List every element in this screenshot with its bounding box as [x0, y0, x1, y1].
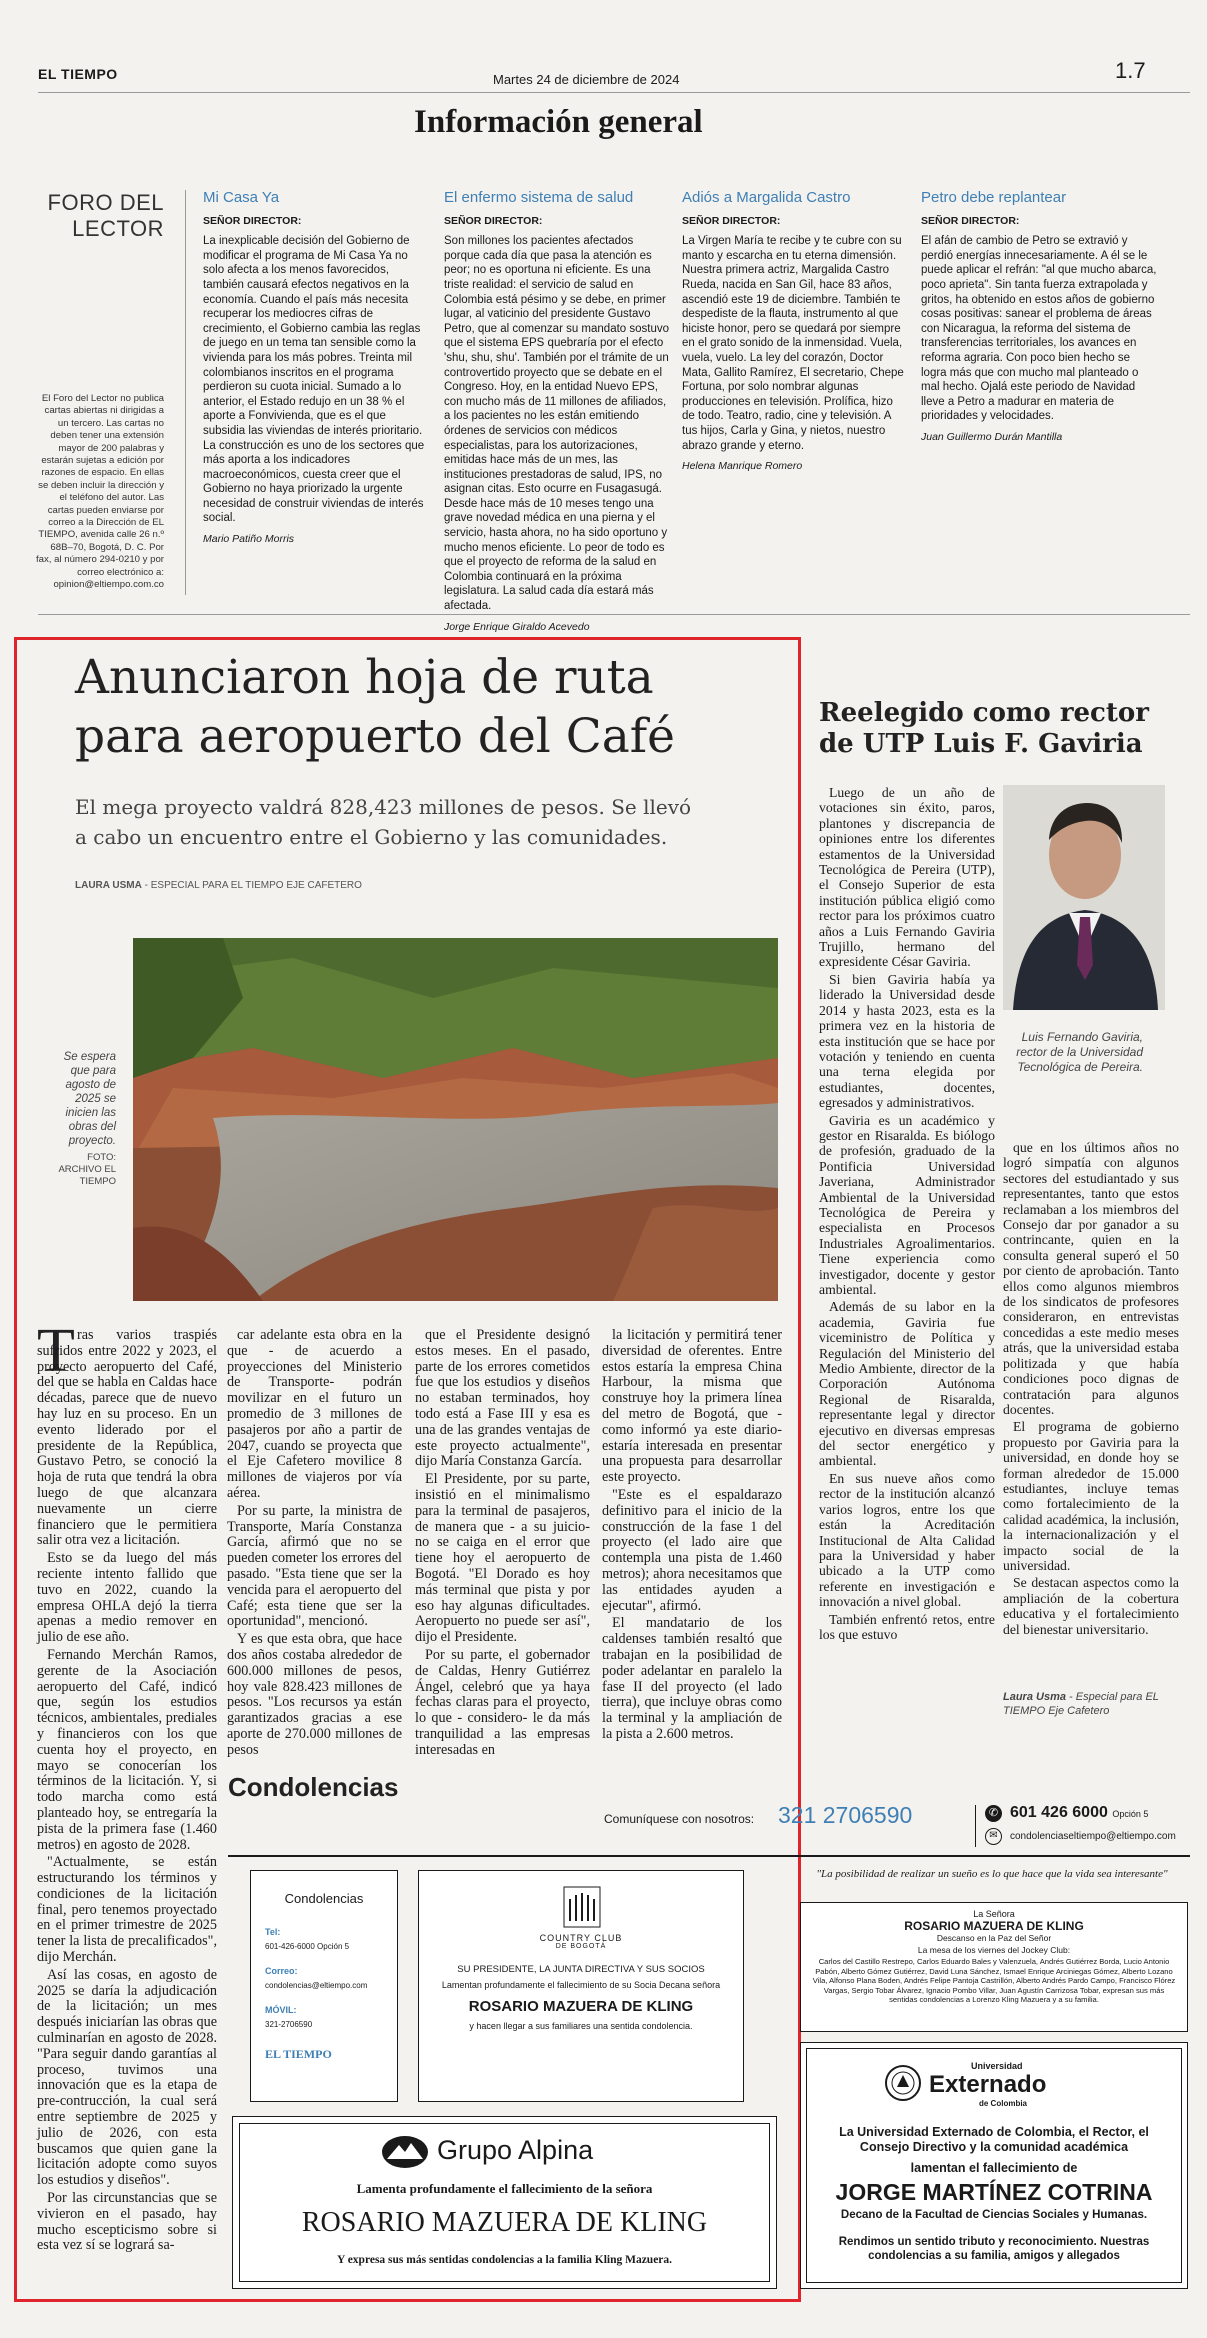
page-number: 1.7: [1115, 58, 1146, 83]
condolencias-card: [250, 1870, 398, 2102]
phone-icon: ✆: [985, 1805, 1002, 1822]
letter-petro: [921, 191, 1157, 453]
alpina-logo-icon: [381, 2135, 429, 2169]
country-logo-line2: DE BOGOTÁ: [555, 1943, 607, 1950]
jockey-quote: "La posibilidad de realizar un sueño es lo que hace que la vida sea interesante": [816, 1868, 1168, 1880]
contact-phone-big: 321 2706590: [778, 1802, 913, 1828]
section-divider: [38, 614, 1190, 615]
paragraph: car adelante esta obra en la que - de acuerdo a proyecciones del Ministerio de Transporte- podrán movilizar en el futuro un promedio de 3 millones de pasajeros por año a partir de 2047, cuando se proyecta que el Eje Cafetero movilice 8 millones de viajeros por vía aérea.: [227, 1327, 402, 1501]
foro-note: El Foro del Lector no publica cartas abiertas ni dirigidas a un tercero. Las cartas no deben tener una extensión mayor de 200 palabras y estarán sujetas a edición por razones de espacio. En ellas se deben incluir la dirección y el teléfono del autor. Las cartas pueden enviarse por correo a la Dirección de EL TIEMPO, avenida calle 26 n.º 68B–70, Bogotá, D. C. Por fax, al número 294-0210 y por correo electrónico a: opinion@eltiempo.com.co: [36, 393, 164, 591]
phone-2-number: 601 426 6000: [1010, 1804, 1108, 1821]
externado-logo-big: Externado: [929, 2071, 1047, 2098]
letter-signature: Juan Guillermo Durán Mantilla: [921, 430, 1063, 443]
portrait-image: [1003, 785, 1165, 1010]
letter-signature: Mario Patiño Morris: [203, 533, 295, 546]
externado-line2: lamentan el fallecimiento de: [910, 2161, 1078, 2175]
paragraph: Además de su labor en la academia, Gaviria fue viceministro de Política y Regulación del Ministerio del Medio Ambiente, director de la Corporación Autónoma Regional de Risaralda, representante legal y director ejecutivo en diversas empresas del sector energético y ambiental.: [819, 1299, 995, 1469]
foro-divider: [185, 190, 186, 595]
paragraph: En sus nueve años como rector de la institución alcanzó varios logros, entre los que están la Acreditación Institucional de Alta Calidad para la Universidad y haber ubicado a la UTP como referente en investigación e innovación a nivel global.: [819, 1470, 995, 1610]
letter-title: Petro debe replantear: [921, 189, 1067, 206]
paragraph: Así las cosas, en agosto de 2025 se daría la adjudicación de la licitación; un mes después iniciarían las obras que culminarían en agosto de 2028. "Para seguir dando garantías al proceso, tuvimos una innovación que es la etapa de pre-contrucción, la cual será entre septiembre de 2025 y julio de 2026, con esta buscamos que quien gane la licitación adopte como suyos los estudios y diseños".: [37, 1966, 217, 2189]
paragraph: También enfrentó retos, entre los que estuvo: [819, 1611, 995, 1642]
alpina-name: ROSARIO MAZUERA DE KLING: [301, 2207, 708, 2238]
card-movil: [265, 2004, 397, 2031]
paragraph: El mandatario de los caldenses también resaltó que trabajan en la posibilidad de poder adelantar en paralelo la fase II del proyecto (el lado tierra), que incluye obras como la terminal y la ampliación de la pista a 2.600 metros.: [602, 1615, 782, 1742]
country-club-notice: [418, 1870, 744, 2102]
mail-icon: ✉: [985, 1828, 1002, 1845]
card-tel: [265, 1926, 397, 1953]
letter-body: La inexplicable decisión del Gobierno de modificar el programa de Mi Casa Ya no solo afecta a los menos favorecidos, también causará efectos negativos en la economía. Cuando el país más necesita recuperar los mediocres cifras de crecimiento, el Gobierno cambia las reglas de juego en un tema tan sensible como la vivienda para los más pobres. Treinta mil colombianos inscritos en el programa perdieron su cuota inicial. Sumado a lo anterior, el Estado redujo en un 38 % el aporte a Fonvivienda, que es el que subsidia las viviendas de interés prioritario. La construcción es uno de los sectores que más aporta a los indicadores macroeconómicos, cuesta creer que el Gobierno no haya priorizado la urgente necesidad de construir viviendas de interés social.: [203, 235, 425, 525]
airport-photo: [133, 938, 778, 1301]
alpina-brand: Grupo Alpina: [437, 2135, 594, 2165]
letter-salutation: SEÑOR DIRECTOR:: [682, 214, 781, 227]
paragraph: "Este es el espaldarazo definitivo para el inicio de la construcción de la fase 1 del proyecto (el lado aire que contempla una pista de 1.460 metros); ahora necesitamos que las entidades ayuden a ejecutar", afirmó.: [602, 1486, 782, 1614]
country-line3: y hacen llegar a sus familiares una sentida condolencia.: [469, 2021, 693, 2031]
section-title: Información general: [414, 104, 703, 140]
jockey-notice: [800, 1902, 1188, 2032]
contact-phone-2: [1010, 1804, 1148, 1822]
mail-label: Correo:: [265, 1966, 298, 1976]
paragraph: "Actualmente, se están estructurando los términos y condiciones de la licitación final, pero tenemos proyectado en el primer trimestre de 2025 tener la lista de precalificados", dijo Merchán.: [37, 1854, 217, 1966]
letter-signature: Jorge Enrique Giraldo Acevedo: [444, 620, 590, 633]
paragraph: Luego de un año de votaciones sin éxito, paros, plantones y discrepancia de opiniones entre los diferentes estamentos de la Universidad Tecnológica de Pereira (UTP), el Consejo Superior de esta institución pública eligió como rector para los próximos cuatro años a Luis Fernando Gaviria Trujillo, hermano del expresidente César Gaviria.: [819, 785, 995, 970]
contact-email[interactable]: condolenciaseltiempo@eltiempo.com: [1010, 1831, 1176, 1842]
letter-margalida: [682, 191, 907, 482]
photo-caption: Se espera que para agosto de 2025 se inicien las obras del proyecto.: [63, 1051, 116, 1147]
paragraph: El Presidente, por su parte, insistió en el minimalismo para la terminal de pasajeros, de manera que - a su juicio- no se caiga en el error que tiene hoy el aeropuerto de Bogotá. "El Dorado es hoy más terminal que pista y por eso hay algunas dificultades. Aeropuerto no puede ser así", dijo el Presidente.: [415, 1471, 590, 1646]
col-4-paragraphs: [602, 1328, 782, 1743]
externado-logo-small: Universidad: [971, 2061, 1023, 2071]
paragraph: Fernando Merchán Ramos, gerente de la Asociación aeropuerto del Café, indicó que, según los estudios técnicos, ambientales, prediales y financieros con los que cuenta hoy el proyecto, en mayo se conocerían los términos de la licitación. Y, si todo marcha como está planteado hoy, se entregaría la pista de la primera fase (1.460 metros) en agosto de 2028.: [37, 1646, 217, 1853]
letter-title: Mi Casa Ya: [203, 189, 280, 206]
jockey-members: Carlos del Castillo Restrepo, Carlos Eduardo Bales y Valenzuela, Andrés Gutiérrez Borda, Lucio Antonio Pabón, Alberto Gómez Gutiérrez, David Luna Sánchez, Ismael Enrique Arciniegas Gómez, Alberto Lozano Vila, Alfonso Plana Boden, Andrés Felipe Pantoja Castrillón, Alberto Andrés Pardo Campo, Francisco Flórez Vargas, Sergio Tobar Álvarez, Ignacio Pombo Villar, Juan Agustín Carrizosa Tobar, expresan sus más sentidas condolencias a Lorenzo Kling Mazuera y a su familia.: [812, 1957, 1176, 2005]
letter-salutation: SEÑOR DIRECTOR:: [444, 214, 543, 227]
letter-signature: Helena Manrique Romero: [682, 460, 803, 473]
paragraph: Gaviria es un académico y gestor en Risaralda. Es biólogo de profesión, graduado de la Pontificia Universidad Javeriana, Administrador Ambiental de la Universidad Tecnológica de Pereira y especialista en Procesos Industriales Agroalimentarios. Tiene experiencia como investigador, docente y gestor ambiental.: [819, 1112, 995, 1297]
side-signature-name: Laura Usma: [1003, 1691, 1066, 1703]
side-signature-rest: - Especial para EL TIEMPO Eje Cafetero: [1003, 1691, 1159, 1717]
externado-line1: La Universidad Externado de Colombia, el Rector, el Consejo Directivo y la comunidad académica: [839, 2125, 1149, 2154]
contact-label: Comuníquese con nosotros:: [604, 1812, 755, 1826]
rector-photo: [1003, 785, 1165, 1010]
main-deck: El mega proyecto valdrá 828,423 millones de pesos. Se llevó a cabo un encuentro entre el Gobierno y las comunidades.: [75, 795, 692, 849]
rector-caption: Luis Fernando Gaviria, rector de la Universidad Tecnológica de Pereira.: [1016, 1030, 1143, 1074]
card-mail: [265, 1965, 397, 1992]
side-headline: Reelegido como rector de UTP Luis F. Gaviria: [819, 698, 1149, 759]
side-col-1: [819, 785, 995, 1644]
paragraph: Por las circunstancias que se vivieron en el pasado, hay mucho escepticismo sobre si esta vez sí se logrará sa-: [37, 2190, 217, 2254]
letter-salud: [444, 191, 669, 642]
externado-logo-sub: de Colombia: [979, 2099, 1028, 2108]
side-col-2-paragraphs: [1003, 1140, 1179, 1637]
col-1-paragraphs: [37, 1328, 217, 2254]
paragraph: Por su parte, la ministra de Transporte, María Constanza García, afirmó que no se pueden cometer los errores del pasado. "Esta tiene que ser la vencida para el aeropuerto del Café; esta tiene que ser la oportunidad", mencionó.: [227, 1502, 402, 1630]
byline-name: LAURA USMA: [75, 880, 142, 891]
country-line1: SU PRESIDENTE, LA JUNTA DIRECTIVA Y SUS SOCIOS: [457, 1964, 705, 1975]
tel-label: Tel:: [265, 1927, 281, 1937]
externado-line4: Rendimos un sentido tributo y reconocimiento. Nuestras condolencias a su familia, amigos y allegados: [838, 2236, 1150, 2262]
tel-value: 601-426-6000 Opción 5: [265, 1941, 350, 1951]
jockey-name: ROSARIO MAZUERA DE KLING: [904, 1919, 1084, 1933]
main-col-3: [415, 1328, 590, 1761]
country-logo-line1: COUNTRY CLUB: [539, 1933, 623, 1943]
paragraph: Y es que esta obra, que hace dos años costaba alrededor de 600.000 millones de pesos, hoy vale 828.423 millones de pesos. "Los recursos ya están garantizados gracias a ese aporte de 270.000 millones de pesos: [227, 1631, 402, 1758]
externado-line3: Decano de la Facultad de Ciencias Sociales y Humanas.: [840, 2209, 1148, 2221]
movil-value: 321-2706590: [265, 2019, 313, 2029]
construction-site-image: [133, 938, 778, 1301]
alpina-line1: Lamenta profundamente el fallecimiento de la señora: [356, 2181, 653, 2196]
card-brand: EL TIEMPO: [265, 2047, 332, 2061]
side-signature: [1003, 1690, 1179, 1718]
header-rule: [38, 92, 1190, 93]
externado-name: JORGE MARTÍNEZ COTRINA: [835, 2179, 1153, 2205]
page-date: Martes 24 de diciembre de 2024: [493, 72, 680, 87]
country-club-logo-icon: [562, 1885, 602, 1929]
alpina-notice: [232, 2116, 777, 2289]
letter-body: La Virgen María te recibe y te cubre con su manto y escarcha en tu eterna dimensión. Nuestra primera actriz, Margalida Castro Rueda, nacida en San Gil, hace 83 años, ascendió este 19 de diciembre. También te despediste de la flauta, instrumento al que hiciste honor, pero se quedará por siempre en el grato sonido de la inmensidad. Vuela, vuela, vuelo. La ley del corazón, Doctor Mata, Gallito Ramírez, El secretario, Chepe Fortuna, por solo nombrar algunas producciones en televisión. Prolífica, hizo de todo. Teatro, radio, cine y televisión. A tus hijos, Carla y Gina, y nietos, nuestro abrazo grande y eterno.: [682, 235, 904, 452]
col-3-paragraphs: [415, 1328, 590, 1759]
letter-salutation: SEÑOR DIRECTOR:: [921, 214, 1020, 227]
letter-title: El enfermo sistema de salud: [444, 189, 634, 206]
country-line2: Lamentan profundamente el fallecimiento de su Socia Decana señora: [441, 1980, 721, 1990]
paragraph: ras varios traspiés sufridos entre 2022 y 2023, el proyecto aeropuerto del Café, del que se habla en Caldas hace décadas, parece que de nuevo hay luz en su proceso. En un evento liderado por el presidente de la República, Gustavo Petro, se conoció la hoja de ruta que tendrá la obra luego de que alcanzara nuevamente un cierre financiero que le permitiera salir otra vez a licitación.: [37, 1327, 217, 1549]
letter-title: Adiós a Margalida Castro: [682, 189, 851, 206]
letter-mi-casa-ya: [203, 191, 428, 555]
main-col-1: [37, 1328, 217, 2256]
main-col-4: [602, 1328, 782, 1745]
paragraph: Se destacan aspectos como la ampliación de la cobertura educativa y el fortalecimiento del bienestar universitario.: [1003, 1575, 1179, 1637]
photo-credit: FOTO: ARCHIVO EL TIEMPO: [58, 1152, 116, 1187]
drop-cap: T: [37, 1317, 75, 1385]
card-title: Condolencias: [284, 1891, 364, 1906]
paragraph: que el Presidente designó estos meses. En el pasado, parte de los errores cometidos fue que los estudios y diseños no estaban terminados, hoy todo está a Fase III y esa es una de las grandes ventajas de este proyecto actualmente", dijo María Constanza García.: [415, 1327, 590, 1470]
byline-rest: - ESPECIAL PARA EL TIEMPO EJE CAFETERO: [141, 880, 362, 891]
jockey-line3: La mesa de los viernes del Jockey Club:: [917, 1945, 1071, 1955]
foro-title-line2: LECTOR: [72, 216, 164, 241]
condolencias-rule: [228, 1855, 1190, 1857]
paragraph: Esto se da luego del más reciente intento fallido que tuvo en 2022, cuando la empresa OHLA dejó la tierra apenas a medio remover en julio de ese año.: [37, 1550, 217, 1646]
paragraph: Si bien Gaviria había ya liderado la Universidad desde 2014 y hasta 2023, esta es la primera vez en la historia de esta institución que se hace por votación y teniendo en cuenta una terna elegida por estudiantes, docentes, egresados y administrativos.: [819, 971, 995, 1111]
side-col-1-paragraphs: [819, 785, 995, 1642]
masthead: EL TIEMPO: [38, 66, 118, 82]
alpina-line2: Y expresa sus más sentidas condolencias a la familia Kling Mazuera.: [336, 2254, 673, 2266]
main-col-2: [227, 1328, 402, 1761]
foro-title: [40, 190, 164, 242]
contact-divider: [975, 1805, 976, 1847]
col-2-paragraphs: [227, 1328, 402, 1759]
jockey-line2: Descanso en la Paz del Señor: [936, 1933, 1052, 1943]
main-headline: Anunciaron hoja de ruta para aeropuerto del Café: [75, 650, 675, 764]
letter-salutation: SEÑOR DIRECTOR:: [203, 214, 302, 227]
phone-2-ext: Opción 5: [1112, 1809, 1149, 1819]
jockey-line1: La Señora: [973, 1909, 1015, 1919]
foro-title-line1: FORO DEL: [47, 190, 164, 215]
main-byline: [75, 880, 362, 891]
paragraph: Por su parte, el gobernador de Caldas, Henry Gutiérrez Ángel, celebró que ya haya fechas claras para el proyecto, lo que - considero- le da más tranquilidad a las empresas interesadas en: [415, 1646, 590, 1758]
externado-notice: [800, 2042, 1188, 2289]
letter-body: Son millones los pacientes afectados porque cada día que pasa la atención es peor; no es oportuna ni eficiente. Es una triste realidad: el servicio de salud en Colombia está pésimo y se debe, en primer lugar, al vaticinio del presidente Gustavo Petro, que al comenzar su mandato sostuvo que el sistema EPS quebraría por el efecto 'shu, shu, shu'. También por el trámite de un controvertido proyecto que se debate en el Congreso. Hoy, en la entidad Nuevo EPS, con mucho más de 11 millones de afiliados, a los pacientes no les están emitiendo órdenes de servicios con médicos especialistas, para los autorizaciones, emitidas hace más de un mes, las instituciones prestadoras de salud, IPS, no asignan citas. Esto ocurre en Fusagasugá. Desde hace más de 10 meses tengo una grave novedad médica en una pierna y el servicio, hasta ahora, no ha sido oportuno y mucho menos eficiente. Lo peor de todo es que el proyecto de reforma de la salud en Colombia continuará en la próxima legislatura. La salud cada día estará más afectada.: [444, 235, 670, 613]
paragraph: la licitación y permitirá tener diversidad de oferentes. Entre estos estaría la empresa China Harbour, la misma que construye hoy la primera línea del metro de Bogotá, que -como informó ya este diario- estaría interesada en presentar una propuesta para desarrollar este proyecto.: [602, 1327, 782, 1486]
condolencias-title: Condolencias: [228, 1772, 399, 1802]
paragraph: que en los últimos años no logró simpatía con algunos sectores del estudiantado y sus representantes, tanto que estos reclamaban a los miembros del Consejo dar por ganador a su contrincante, quien en la consulta general superó el 50 por ciento de aprobación. Tanto ellos como algunos miembros de los sindicatos de profesores consideraron, en entrevistas concedidas a este medio meses atrás, que la universidad estaba politizada y que había condiciones poco dignas de contratación para algunos docentes.: [1003, 1140, 1179, 1417]
country-name: ROSARIO MAZUERA DE KLING: [468, 1998, 694, 2015]
letter-body: El afán de cambio de Petro se extravió y perdió energías innecesariamente. A él se le puede aplicar el refrán: "al que mucho abarca, poco aprieta". Sin tanta fuerza extrapolada y gritos, ha obtenido en estos años de gobierno cosas positivas: sanear el problema de áreas con Nicaragua, la reforma del sistema de transferencias territoriales, los avances en reforma agraria. Con poco bien hecho se logra más que con mucho mal planteado o mal hecho. Ojalá este periodo de Navidad lleve a Petro a madurar en materia de prioridades y velocidades.: [921, 235, 1157, 423]
mail-value: condolencias@eltiempo.com: [265, 1980, 368, 1990]
externado-crest-icon: [885, 2063, 921, 2103]
paragraph: El programa de gobierno propuesto por Gaviria para la universidad, en donde hoy se forman alrededor de 15.000 estudiantes, incluye temas como fortalecimiento de la calidad académica, la inclusión, la internacionalización y el impacto social de la universidad.: [1003, 1419, 1179, 1573]
side-col-2: [1003, 1140, 1179, 1639]
movil-label: MÓVIL:: [265, 2005, 297, 2015]
